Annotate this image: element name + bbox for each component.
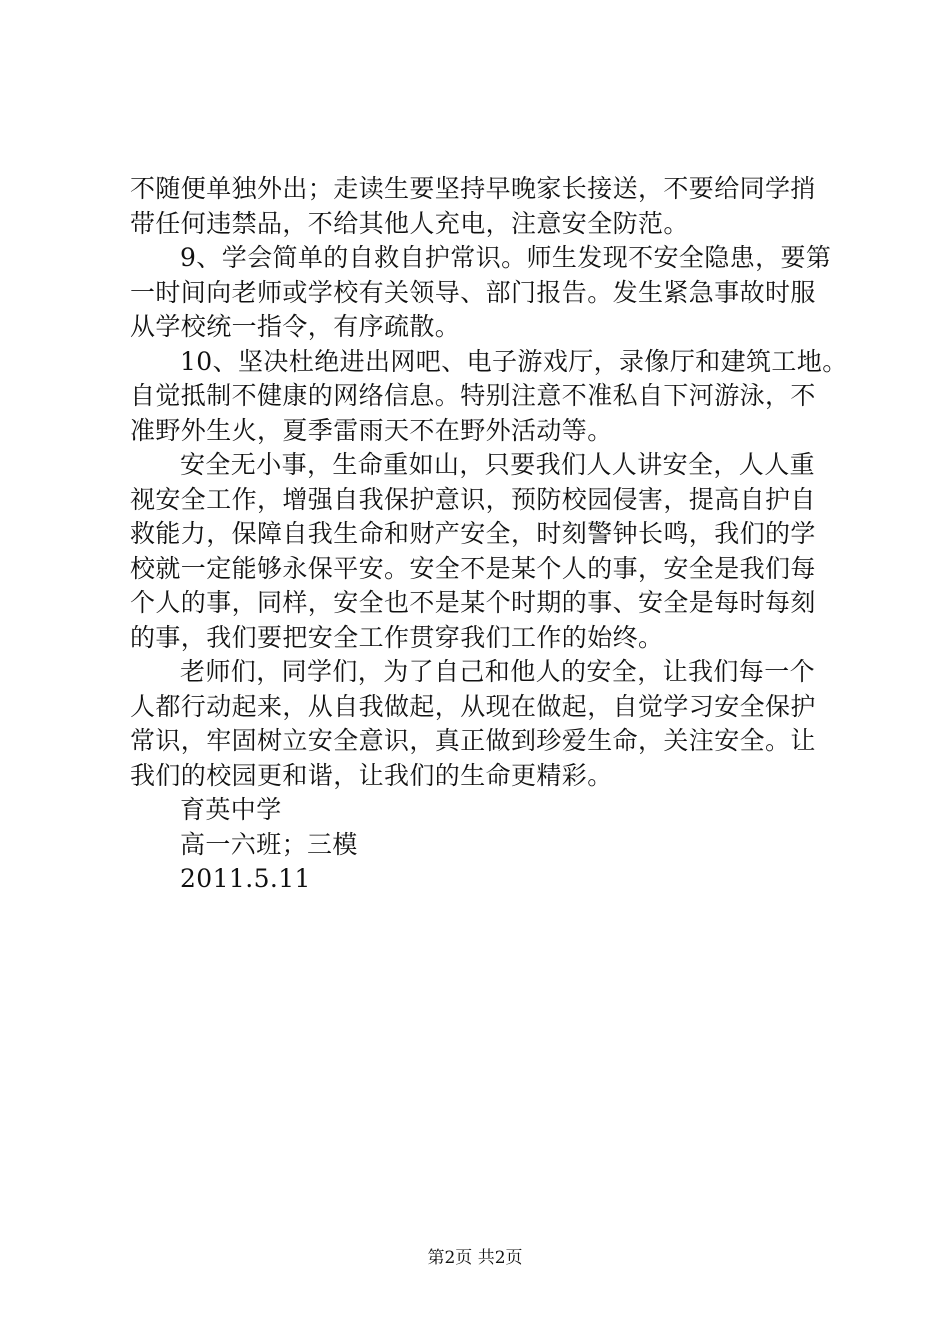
body-line-8: 准野外生火，夏季雷雨天不在野外活动等。 bbox=[130, 415, 613, 445]
page-number-footer: 第2页 共2页 bbox=[427, 1248, 523, 1268]
document-body bbox=[130, 172, 850, 897]
body-line-15: 老师们，同学们，为了自己和他人的安全，让我们每一个 bbox=[180, 657, 816, 686]
body-line-16: 人都行动起来，从自我做起，从现在做起，自觉学习安全保护 bbox=[130, 691, 816, 721]
body-line-2: 带任何违禁品，不给其他人充电，注意安全防范。 bbox=[130, 208, 689, 238]
signature-school: 育英中学 bbox=[180, 795, 282, 824]
body-line-10: 视安全工作，增强自我保护意识，预防校园侵害，提高自护自 bbox=[130, 484, 816, 514]
body-line-18: 我们的校园更和谐，让我们的生命更精彩。 bbox=[130, 760, 613, 790]
body-line-11: 救能力，保障自我生命和财产安全，时刻警钟长鸣，我们的学 bbox=[130, 519, 816, 548]
body-line-7: 自觉抵制不健康的网络信息。特别注意不准私自下河游泳，不 bbox=[130, 381, 816, 410]
body-line-5: 从学校统一指令，有序疏散。 bbox=[130, 312, 461, 341]
body-line-9: 安全无小事，生命重如山，只要我们人人讲安全，人人重 bbox=[180, 450, 816, 479]
signature-date: 2011.5.11 bbox=[180, 864, 311, 893]
body-line-6: 10、坚决杜绝进出网吧、电子游戏厅，录像厅和建筑工地。 bbox=[180, 346, 848, 376]
signature-class: 高一六班；三模 bbox=[180, 829, 358, 859]
body-line-17: 常识，牢固树立安全意识，真正做到珍爱生命，关注安全。让 bbox=[130, 726, 816, 755]
body-line-3: 9、学会简单的自救自护常识。师生发现不安全隐患，要第 bbox=[180, 243, 832, 272]
body-line-12: 校就一定能够永保平安。安全不是某个人的事，安全是我们每 bbox=[130, 553, 816, 583]
body-line-14: 的事，我们要把安全工作贯穿我们工作的始终。 bbox=[130, 622, 664, 652]
body-line-4: 一时间向老师或学校有关领导、部门报告。发生紧急事故时服 bbox=[130, 277, 816, 307]
body-line-13: 个人的事，同样，安全也不是某个时期的事、安全是每时每刻 bbox=[130, 588, 816, 617]
body-line-1: 不随便单独外出；走读生要坚持早晚家长接送，不要给同学捎 bbox=[130, 174, 816, 203]
